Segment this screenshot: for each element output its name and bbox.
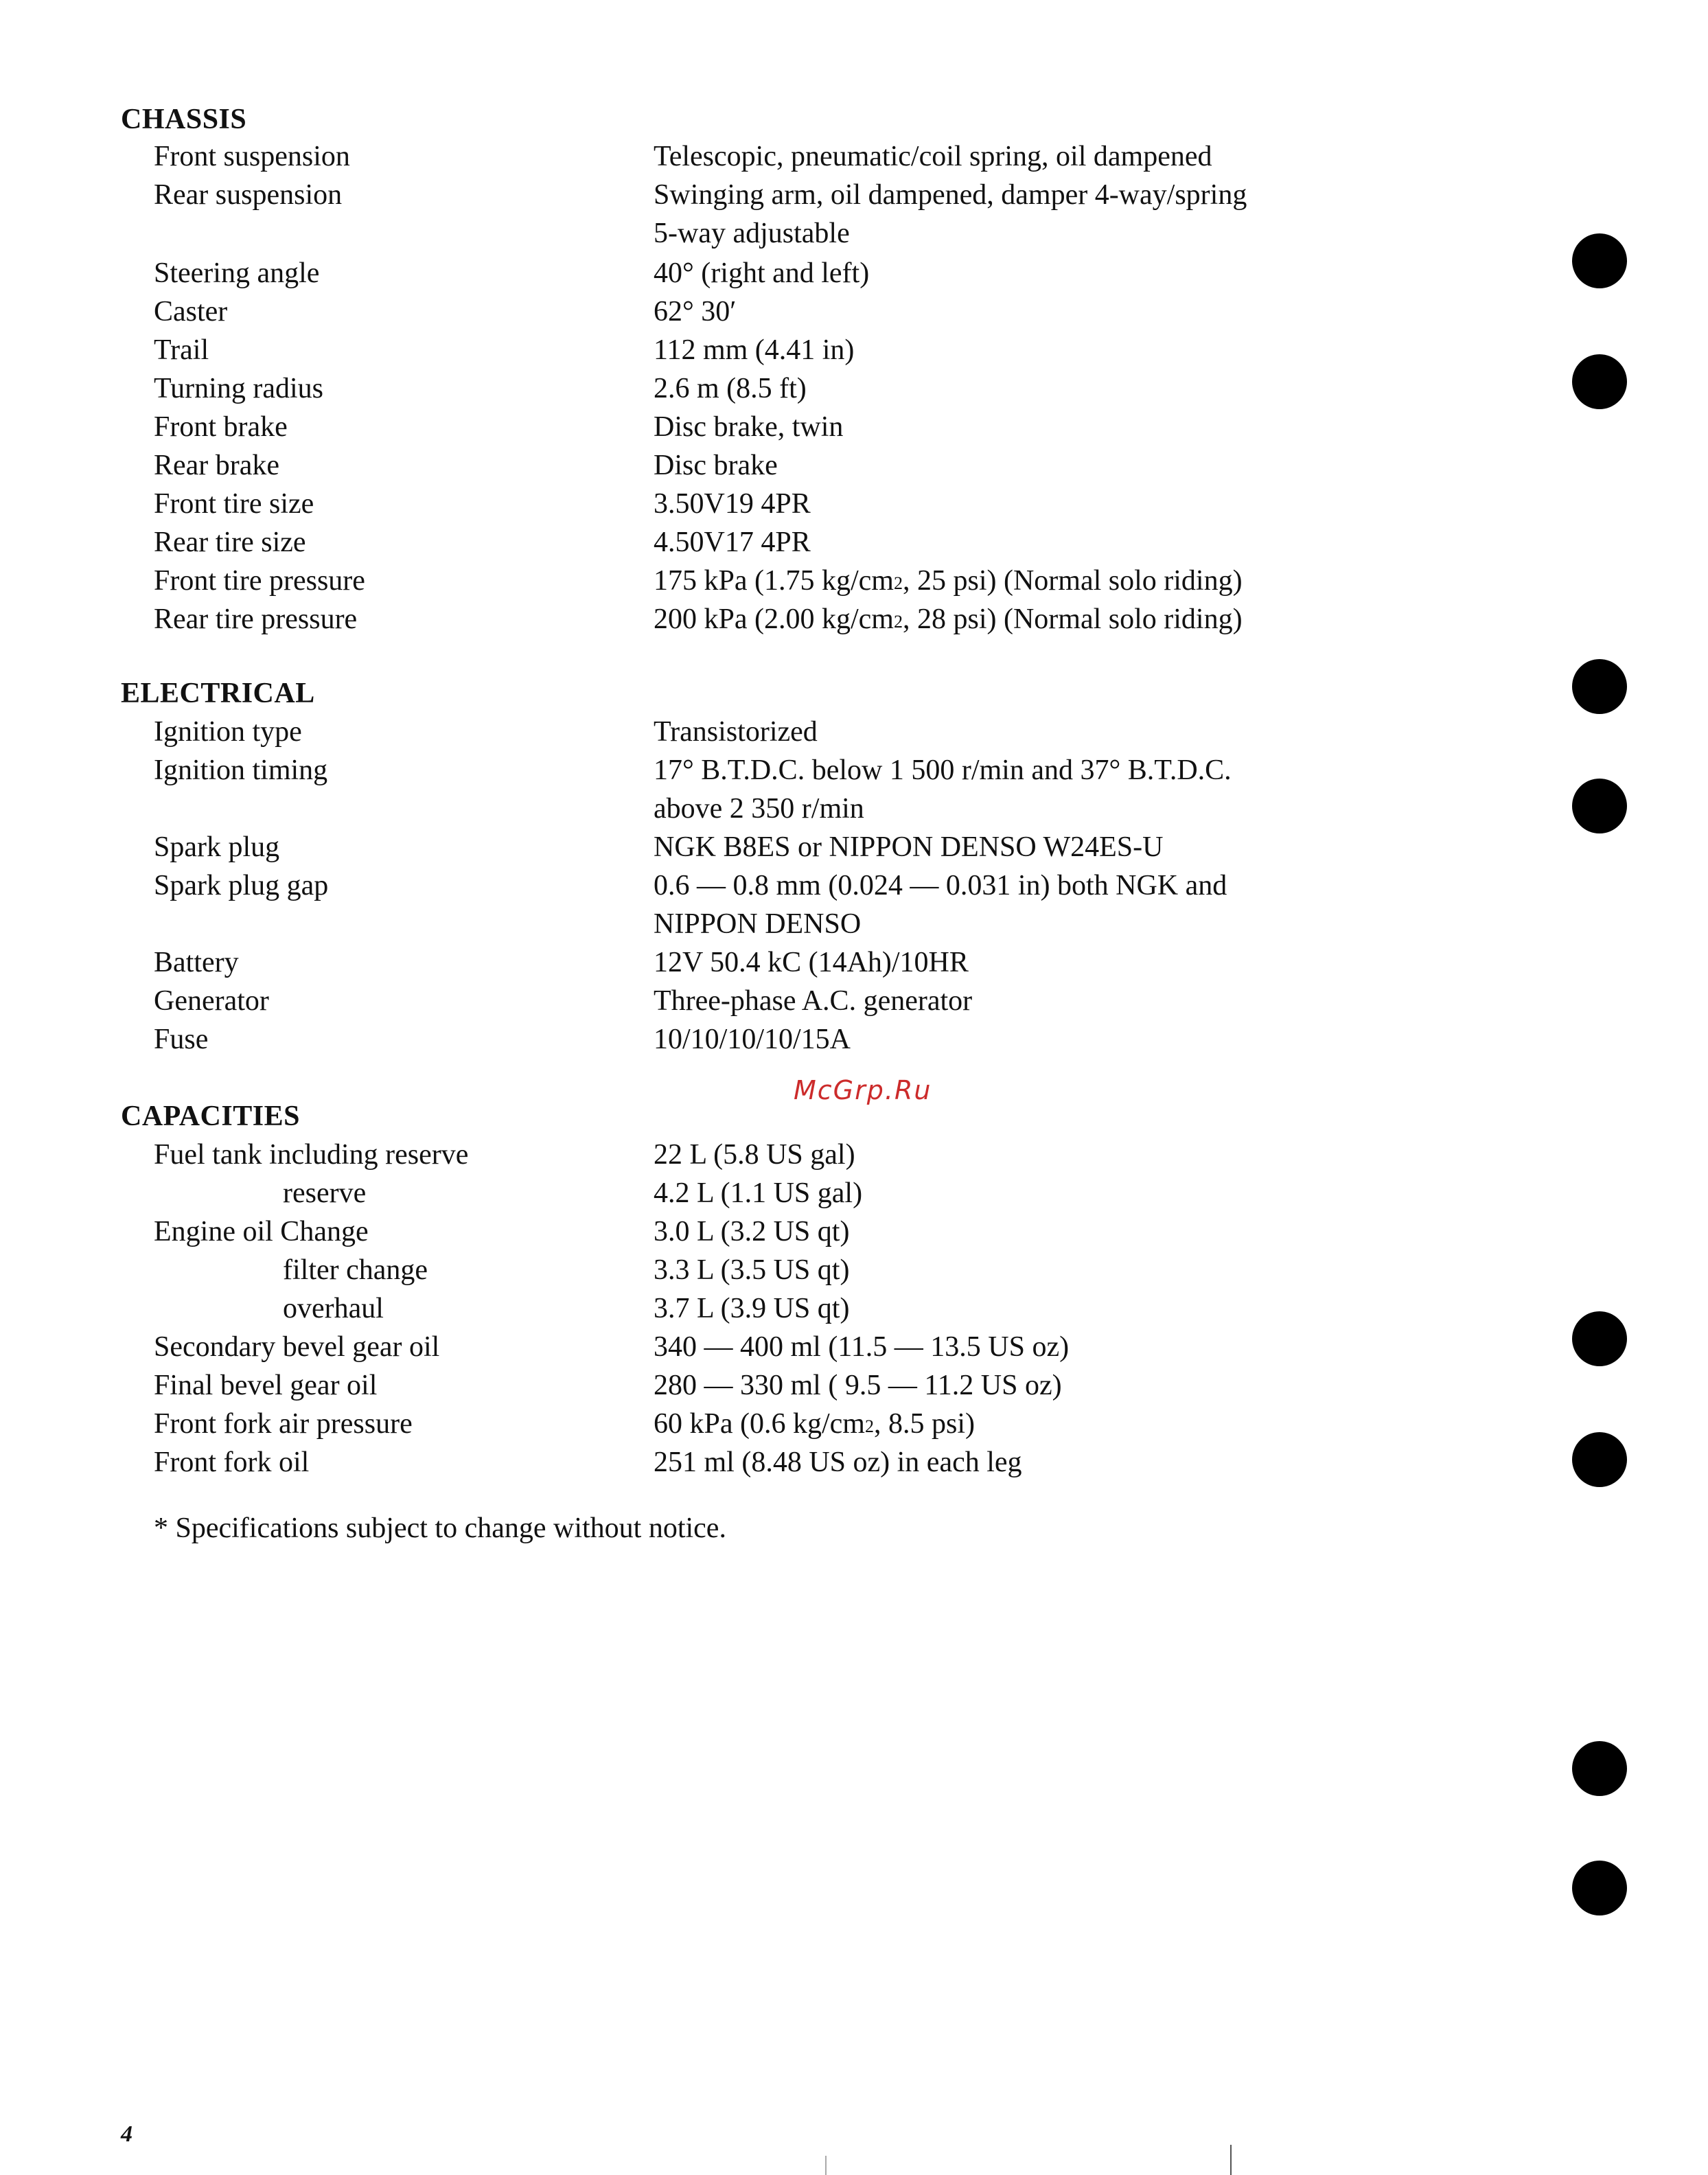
spec-row <box>0 408 1708 446</box>
spec-value: Disc brake <box>654 450 778 481</box>
binder-hole <box>1572 1861 1627 1915</box>
spec-row <box>0 1405 1708 1443</box>
spec-value: 3.3 L (3.5 US qt) <box>654 1254 850 1286</box>
spec-label: Ignition type <box>154 716 302 748</box>
spec-row <box>0 1020 1708 1059</box>
spec-label: Caster <box>154 296 228 327</box>
binder-hole <box>1572 659 1627 714</box>
spec-label: Trail <box>154 334 209 366</box>
binder-hole <box>1572 1741 1627 1796</box>
spec-row <box>0 137 1708 176</box>
spec-label: Front fork oil <box>154 1447 310 1478</box>
spec-label: Front fork air pressure <box>154 1408 413 1440</box>
spec-row <box>0 254 1708 292</box>
spec-value: 62° 30′ <box>654 296 737 327</box>
spec-row <box>0 292 1708 331</box>
spec-value: 60 kPa (0.6 $kg/cm^2$, 8.5 psi) <box>654 1408 975 1440</box>
spec-value: 251 ml (8.48 US oz) in each leg <box>654 1447 1022 1478</box>
spec-value: 40° (right and left) <box>654 257 870 289</box>
binder-hole <box>1572 354 1627 409</box>
spec-row <box>0 562 1708 600</box>
spec-label: Rear brake <box>154 450 280 481</box>
spec-row <box>0 1174 1708 1212</box>
spec-label: Rear tire size <box>154 527 306 558</box>
spec-value: 3.0 L (3.2 US qt) <box>654 1216 850 1247</box>
spec-value: Transistorized <box>654 716 818 748</box>
spec-value: Swinging arm, oil dampened, damper 4-way/spring <box>654 179 1247 211</box>
spec-value-continuation: 5-way adjustable <box>654 218 850 249</box>
footnote: * Specifications subject to change without notice. <box>154 1512 726 1544</box>
spec-label: Fuse <box>154 1024 209 1055</box>
section-title-capacities: CAPACITIES <box>121 1101 300 1132</box>
spec-row <box>0 1289 1708 1328</box>
spec-row <box>0 1136 1708 1174</box>
spec-label: Rear tire pressure <box>154 603 358 635</box>
spec-value: Three-phase A.C. generator <box>654 985 973 1017</box>
spec-label: Front suspension <box>154 141 350 172</box>
spec-label: Engine oil Change <box>154 1216 369 1247</box>
spec-row <box>0 982 1708 1020</box>
section-title-chassis: CHASSIS <box>121 104 247 135</box>
spec-row <box>0 943 1708 982</box>
spec-label: Battery <box>154 947 239 978</box>
spec-value: 10/10/10/10/15A <box>654 1024 851 1055</box>
spec-value: 3.50V19 4PR <box>654 488 811 520</box>
spec-label: Spark plug <box>154 831 280 863</box>
spec-row <box>0 713 1708 751</box>
spec-value: 175 kPa (1.75 $kg/cm^2$, 25 psi) (Normal solo riding) <box>654 565 1243 597</box>
spec-label: filter change <box>283 1254 428 1286</box>
spec-value: Telescopic, pneumatic/coil spring, oil dampened <box>654 141 1212 172</box>
spec-value: 2.6 m (8.5 ft) <box>654 373 807 404</box>
page-number: 4 <box>121 2121 132 2147</box>
spec-row <box>0 446 1708 485</box>
spec-value: 280 — 330 ml ( 9.5 — 11.2 US oz) <box>654 1370 1062 1401</box>
spec-value: 112 mm (4.41 in) <box>654 334 855 366</box>
spec-label: Front tire size <box>154 488 314 520</box>
spec-value: NGK B8ES or NIPPON DENSO W24ES-U <box>654 831 1164 863</box>
spec-label: Front tire pressure <box>154 565 365 597</box>
binder-hole <box>1572 1311 1627 1366</box>
spec-label: Steering angle <box>154 257 320 289</box>
spec-label: Final bevel gear oil <box>154 1370 378 1401</box>
spec-value: 3.7 L (3.9 US qt) <box>654 1293 850 1324</box>
spec-row <box>0 176 1708 214</box>
spec-row <box>0 369 1708 408</box>
spec-row <box>0 866 1708 905</box>
binder-hole <box>1572 233 1627 288</box>
spec-row <box>0 331 1708 369</box>
spec-label: overhaul <box>283 1293 384 1324</box>
spec-row <box>0 1251 1708 1289</box>
spec-label: Secondary bevel gear oil <box>154 1331 440 1363</box>
spec-value: 4.2 L (1.1 US gal) <box>654 1177 863 1209</box>
spec-label: Fuel tank including reserve <box>154 1139 469 1171</box>
binder-hole <box>1572 779 1627 833</box>
spec-value-continuation: above 2 350 r/min <box>654 793 864 825</box>
watermark: McGrp.Ru <box>794 1075 932 1105</box>
spec-row <box>0 485 1708 523</box>
spec-row <box>0 1212 1708 1251</box>
binder-hole <box>1572 1432 1627 1487</box>
spec-value: 12V 50.4 kC (14Ah)/10HR <box>654 947 969 978</box>
spec-row <box>0 1328 1708 1366</box>
spec-value: 4.50V17 4PR <box>654 527 811 558</box>
spec-label: Generator <box>154 985 269 1017</box>
spec-label: Turning radius <box>154 373 323 404</box>
spec-value: 22 L (5.8 US gal) <box>654 1139 855 1171</box>
spec-row <box>0 1443 1708 1482</box>
spec-value: 340 — 400 ml (11.5 — 13.5 US oz) <box>654 1331 1070 1363</box>
spec-label: Spark plug gap <box>154 870 329 901</box>
spec-value-continuation: NIPPON DENSO <box>654 908 862 940</box>
spec-value: Disc brake, twin <box>654 411 844 443</box>
spec-value: 0.6 — 0.8 mm (0.024 — 0.031 in) both NGK and <box>654 870 1227 901</box>
spec-label: reserve <box>283 1177 367 1209</box>
spec-row <box>0 751 1708 790</box>
spec-value: 200 kPa (2.00 $kg/cm^2$, 28 psi) (Normal solo riding) <box>654 603 1243 635</box>
spec-label: Rear suspension <box>154 179 343 211</box>
scan-mark <box>1230 2145 1232 2175</box>
spec-row <box>0 523 1708 562</box>
spec-label: Ignition timing <box>154 755 328 786</box>
scan-mark <box>825 2156 827 2175</box>
section-title-electrical: ELECTRICAL <box>121 678 315 709</box>
spec-row <box>0 828 1708 866</box>
spec-row <box>0 1366 1708 1405</box>
spec-value: 17° B.T.D.C. below 1 500 r/min and 37° B.T.D.C. <box>654 755 1232 786</box>
spec-row <box>0 600 1708 638</box>
spec-label: Front brake <box>154 411 288 443</box>
